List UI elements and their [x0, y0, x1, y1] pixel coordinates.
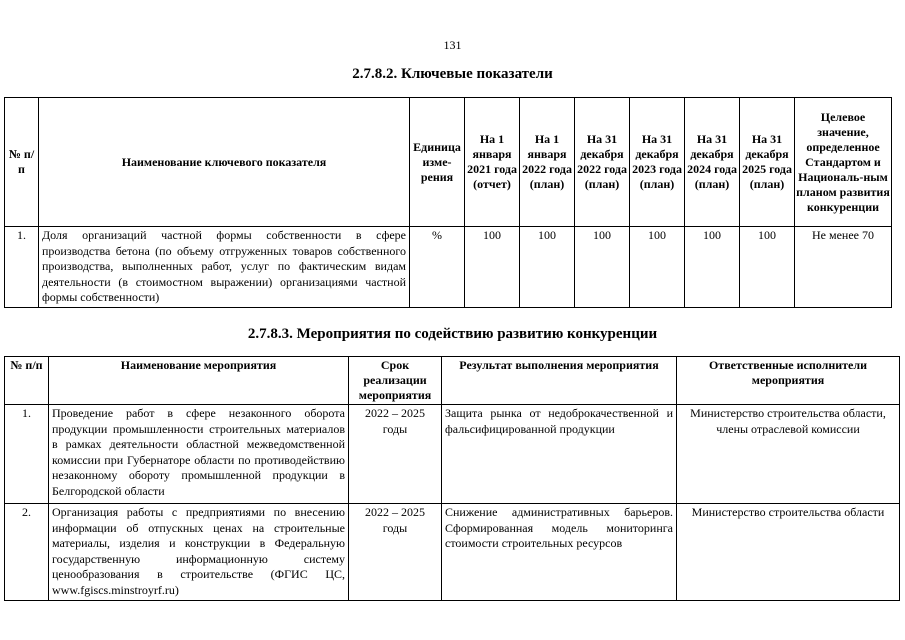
row-num: 2. — [5, 504, 49, 601]
col-header-2021: На 1 января 2021 года (отчет) — [465, 98, 520, 227]
value-2024: 100 — [685, 227, 740, 308]
value-2023: 100 — [630, 227, 685, 308]
key-indicators-table — [4, 97, 892, 308]
measures-table — [4, 356, 900, 601]
col-header-measure-name: Наименование мероприятия — [49, 357, 349, 405]
col-header-2024: На 31 декабря 2024 года (план) — [685, 98, 740, 227]
col-header-unit: Единица изме-рения — [410, 98, 465, 227]
col-header-num: № п/п — [5, 98, 39, 227]
measure-result: Защита рынка от недоброкачественной и фальсифицированной продукции — [442, 405, 677, 504]
measure-name: Организация работы с предприятиями по внесению информации об отпускных ценах на строительные материалы, изделия и конструкции в Федеральную государственную информационную систему ценообразования в строительстве (ФГИС ЦС, www.fgiscs.minstroyrf.ru) — [49, 504, 349, 601]
table-row — [5, 405, 900, 504]
value-2025: 100 — [740, 227, 795, 308]
col-header-num: № п/п — [5, 357, 49, 405]
row-num: 1. — [5, 227, 39, 308]
col-header-2022-dec: На 31 декабря 2022 года (план) — [575, 98, 630, 227]
indicator-name: Доля организаций частной формы собственности в сфере производства бетона (по объему отгруженных товаров собственного производства, выполненных работ, услуг по фактическим видам деятельности (в стоимостном выражении) организациями частной формы собственности) — [39, 227, 410, 308]
measure-responsible: Министерство строительства области — [677, 504, 900, 601]
measure-result: Снижение административных барьеров. Сформированная модель мониторинга стоимости строительных ресурсов — [442, 504, 677, 601]
col-header-target: Целевое значение, определенное Стандартом и Националь-ным планом развития конкуренции — [795, 98, 892, 227]
value-2022-jan: 100 — [520, 227, 575, 308]
col-header-2025: На 31 декабря 2025 года (план) — [740, 98, 795, 227]
measure-term: 2022 – 2025 годы — [349, 504, 442, 601]
col-header-2022-jan: На 1 января 2022 года (план) — [520, 98, 575, 227]
col-header-term: Срок реализации мероприятия — [349, 357, 442, 405]
table-row — [5, 227, 892, 308]
page-number: 131 — [443, 38, 462, 52]
section-title-measures: 2.7.8.3. Мероприятия по содействию развитию конкуренции — [247, 326, 658, 342]
table-row — [5, 504, 900, 601]
value-2021: 100 — [465, 227, 520, 308]
section-title-key-indicators: 2.7.8.2. Ключевые показатели — [352, 66, 553, 82]
col-header-result: Результат выполнения мероприятия — [442, 357, 677, 405]
table-header-row — [5, 357, 900, 405]
table-header-row — [5, 98, 892, 227]
indicator-unit: % — [410, 227, 465, 308]
col-header-2023: На 31 декабря 2023 года (план) — [630, 98, 685, 227]
measure-responsible: Министерство строительства области, члены отраслевой комиссии — [677, 405, 900, 504]
value-2022-dec: 100 — [575, 227, 630, 308]
measure-name: Проведение работ в сфере незаконного оборота продукции промышленности строительных материалов в рамках деятельности областной межведомственной комиссии при Губернаторе области по противодействию незаконному обороту промышленной продукции в Белгородской области — [49, 405, 349, 504]
row-num: 1. — [5, 405, 49, 504]
target-value: Не менее 70 — [795, 227, 892, 308]
measure-term: 2022 – 2025 годы — [349, 405, 442, 504]
col-header-indicator-name: Наименование ключевого показателя — [39, 98, 410, 227]
col-header-responsible: Ответственные исполнители мероприятия — [677, 357, 900, 405]
